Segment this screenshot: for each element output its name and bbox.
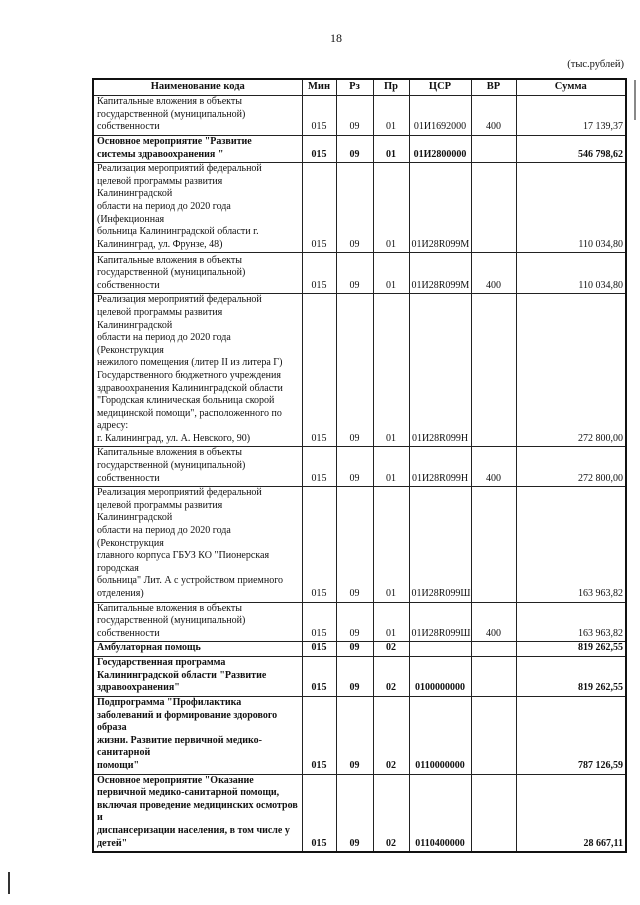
cell-csr: 01И28R099Н: [409, 447, 471, 487]
table-row: [93, 642, 626, 657]
cell-rz: 09: [336, 96, 373, 136]
cell-vr: [471, 487, 516, 602]
cell-sum: 546 798,62: [516, 136, 626, 163]
cell-rz: 09: [336, 447, 373, 487]
cell-vr: 400: [471, 602, 516, 642]
cell-csr: 01И1692000: [409, 96, 471, 136]
cell-rz: 09: [336, 602, 373, 642]
cell-vr: 400: [471, 253, 516, 294]
cell-vr: [471, 696, 516, 774]
cell-rz: 09: [336, 163, 373, 253]
cell-rz: 09: [336, 253, 373, 294]
cell-pr: 02: [373, 696, 409, 774]
table-row: [93, 602, 626, 642]
cell-csr: 01И28R099Ш: [409, 487, 471, 602]
cell-rz: 09: [336, 136, 373, 163]
cell-csr: 0110000000: [409, 696, 471, 774]
table-row: [93, 294, 626, 447]
cell-pr: 01: [373, 294, 409, 447]
cell-min: 015: [302, 696, 336, 774]
cell-pr: 02: [373, 774, 409, 852]
cell-csr: 0110400000: [409, 774, 471, 852]
header-name: Наименование кода: [93, 79, 302, 96]
cell-rz: 09: [336, 696, 373, 774]
cell-vr: [471, 774, 516, 852]
table-row: [93, 656, 626, 696]
cell-sum: 272 800,00: [516, 447, 626, 487]
cell-rz: 09: [336, 487, 373, 602]
cell-rz: 09: [336, 774, 373, 852]
cell-name: Подпрограмма "Профилактика заболеваний и формирование здорового образа жизни. Развитие первичной медико-санитарной помощи": [93, 696, 302, 774]
header-csr: ЦСР: [409, 79, 471, 96]
header-sum: Сумма: [516, 79, 626, 96]
cell-name: Реализация мероприятий федеральной целевой программы развития Калининградской области на период до 2020 года (Реконструкция нежилого помещения (литер II из литера Г) Государственного бюджетного учреждения здравоохранения Калининградской области "Городская клиническая больница скорой медицинской помощи", расположенного по адресу: г. Калининград, ул. А. Невского, 90): [93, 294, 302, 447]
cell-rz: 09: [336, 294, 373, 447]
cell-name: Основное мероприятие "Развитие системы здравоохранения ": [93, 136, 302, 163]
cell-sum: 110 034,80: [516, 163, 626, 253]
cell-pr: 02: [373, 656, 409, 696]
cell-vr: [471, 136, 516, 163]
cell-rz: 09: [336, 642, 373, 657]
cell-pr: 01: [373, 163, 409, 253]
cell-min: 015: [302, 602, 336, 642]
cell-name: Государственная программа Калининградской области "Развитие здравоохранения": [93, 656, 302, 696]
scan-mark: [634, 80, 636, 120]
header-rz: Рз: [336, 79, 373, 96]
cell-pr: 01: [373, 253, 409, 294]
cell-vr: [471, 163, 516, 253]
budget-table: [92, 78, 627, 853]
cell-pr: 01: [373, 487, 409, 602]
cell-min: 015: [302, 487, 336, 602]
cell-vr: [471, 642, 516, 657]
cell-name: Капитальные вложения в объекты государственной (муниципальной) собственности: [93, 447, 302, 487]
table-row: [93, 136, 626, 163]
cell-name: Амбулаторная помощь: [93, 642, 302, 657]
cell-min: 015: [302, 136, 336, 163]
scan-mark: [8, 872, 10, 894]
cell-pr: 01: [373, 447, 409, 487]
cell-sum: 819 262,55: [516, 656, 626, 696]
cell-name: Капитальные вложения в объекты государственной (муниципальной) собственности: [93, 96, 302, 136]
cell-vr: 400: [471, 96, 516, 136]
cell-name: Реализация мероприятий федеральной целевой программы развития Калининградской области на период до 2020 года (Инфекционная больница Калининградской области г. Калининград, ул. Фрунзе, 48): [93, 163, 302, 253]
cell-min: 015: [302, 253, 336, 294]
cell-pr: 02: [373, 642, 409, 657]
cell-sum: 110 034,80: [516, 253, 626, 294]
cell-name: Капитальные вложения в объекты государственной (муниципальной) собственности: [93, 253, 302, 294]
header-min: Мин: [302, 79, 336, 96]
table-row: [93, 774, 626, 852]
table-row: [93, 96, 626, 136]
cell-sum: 17 139,37: [516, 96, 626, 136]
cell-min: 015: [302, 96, 336, 136]
table-row: [93, 163, 626, 253]
cell-min: 015: [302, 163, 336, 253]
cell-sum: 819 262,55: [516, 642, 626, 657]
cell-sum: 272 800,00: [516, 294, 626, 447]
cell-sum: 787 126,59: [516, 696, 626, 774]
table-row: [93, 487, 626, 602]
cell-csr: 01И28R099Ш: [409, 602, 471, 642]
cell-csr: 0100000000: [409, 656, 471, 696]
cell-min: 015: [302, 294, 336, 447]
table-row: [93, 447, 626, 487]
table-row: [93, 696, 626, 774]
header-vr: ВР: [471, 79, 516, 96]
table-row: [93, 253, 626, 294]
cell-min: 015: [302, 642, 336, 657]
cell-csr: 01И2800000: [409, 136, 471, 163]
cell-vr: 400: [471, 447, 516, 487]
units-label: (тыс.рублей): [567, 59, 624, 70]
header-pr: Пр: [373, 79, 409, 96]
cell-pr: 01: [373, 96, 409, 136]
cell-sum: 163 963,82: [516, 487, 626, 602]
cell-min: 015: [302, 774, 336, 852]
cell-vr: [471, 294, 516, 447]
cell-csr: 01И28R099М: [409, 163, 471, 253]
cell-name: Реализация мероприятий федеральной целевой программы развития Калининградской области на период до 2020 года (Реконструкция главного корпуса ГБУЗ КО "Пионерская городская больница" Лит. А с устройством приемного отделения): [93, 487, 302, 602]
cell-pr: 01: [373, 602, 409, 642]
cell-min: 015: [302, 447, 336, 487]
cell-name: Капитальные вложения в объекты государственной (муниципальной) собственности: [93, 602, 302, 642]
cell-sum: 163 963,82: [516, 602, 626, 642]
cell-name: Основное мероприятие "Оказание первичной медико-санитарной помощи, включая проведение медицинских осмотров и диспансеризации населения, в том числе у детей": [93, 774, 302, 852]
cell-min: 015: [302, 656, 336, 696]
cell-csr: [409, 642, 471, 657]
table-header-row: [93, 79, 626, 96]
cell-pr: 01: [373, 136, 409, 163]
cell-rz: 09: [336, 656, 373, 696]
page-number: 18: [330, 31, 342, 45]
cell-vr: [471, 656, 516, 696]
cell-csr: 01И28R099М: [409, 253, 471, 294]
cell-sum: 28 667,11: [516, 774, 626, 852]
cell-csr: 01И28R099Н: [409, 294, 471, 447]
